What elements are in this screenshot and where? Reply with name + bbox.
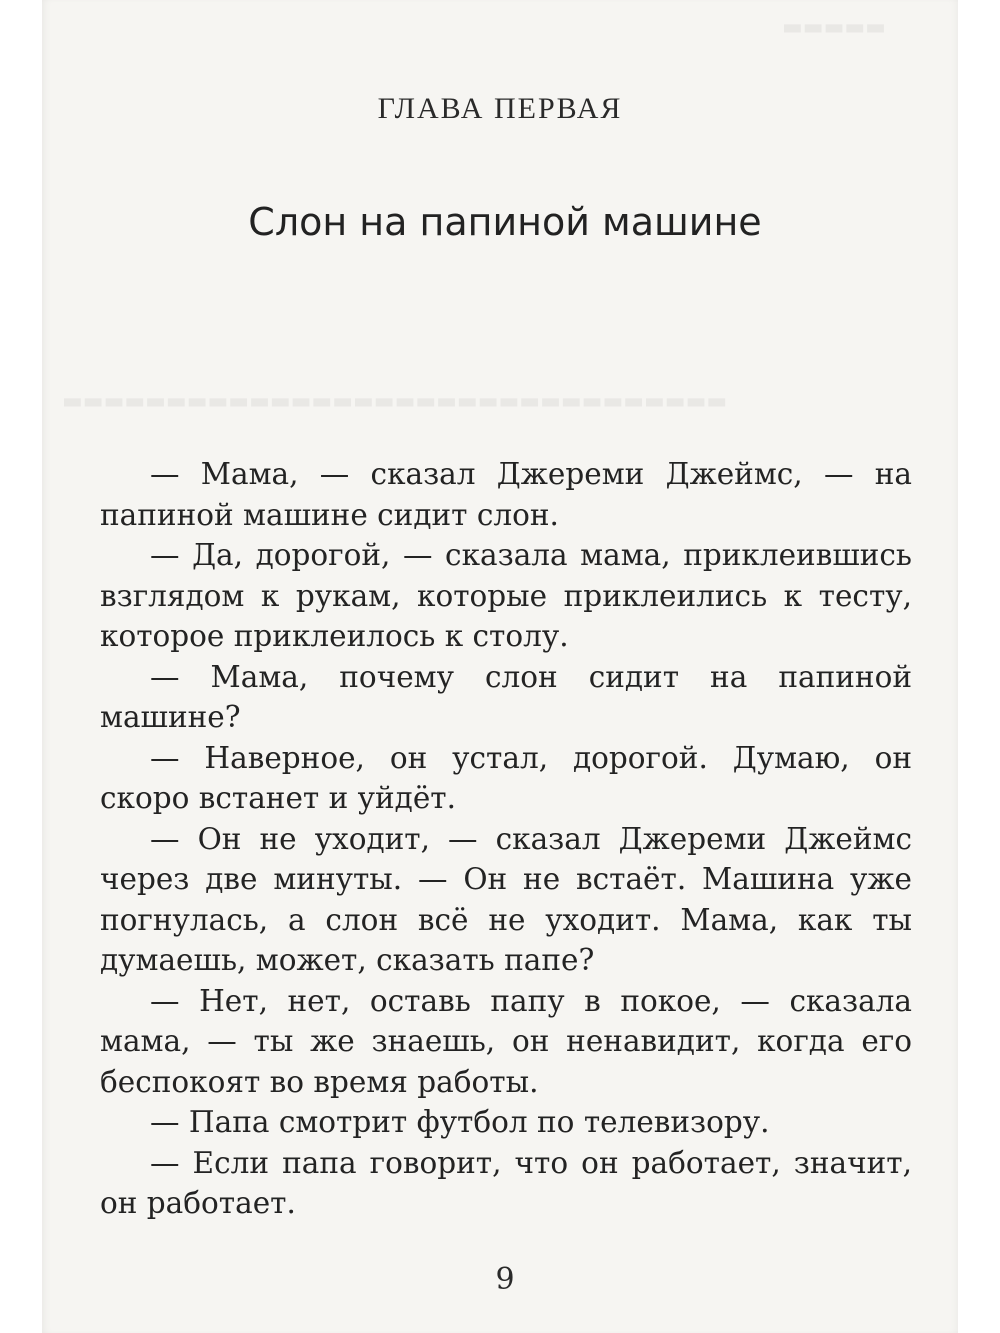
paragraph: — Он не уходит, — сказал Джереми Джеймс через две минуты. — Он не встаёт. Машина уже погнулась, а слон всё не уходит. Мама, как ты думаешь, может, сказать папе? xyxy=(100,821,912,977)
paragraph: — Да, дорогой, — сказала мама, приклеившись взглядом к рукам, которые приклеились к тесту, которое приклеилось к столу. xyxy=(100,538,912,653)
page-number: 9 xyxy=(495,1262,515,1297)
paragraph: — Мама, почему слон сидит на папиной машине? xyxy=(100,659,912,734)
paragraph: — Наверное, он устал, дорогой. Думаю, он скоро встанет и уйдёт. xyxy=(100,740,912,815)
paragraph: — Если папа говорит, что он работает, значит, он работает. xyxy=(100,1145,912,1220)
paragraph: — Папа смотрит футбол по телевизору. xyxy=(150,1105,770,1139)
chapter-body xyxy=(100,454,912,1224)
paragraph: — Нет, нет, оставь папу в покое, — сказала мама, — ты же знаешь, он ненавидит, когда его беспокоят во время работы. xyxy=(100,983,912,1099)
show-through-texture: ▬▬▬▬▬ xyxy=(782,15,886,40)
show-through-texture: ▬▬▬▬▬▬▬▬▬▬▬▬▬▬▬▬▬▬▬▬▬▬▬▬▬▬▬▬▬▬▬▬ xyxy=(62,389,728,414)
chapter-label: ГЛАВА ПЕРВАЯ xyxy=(377,92,623,125)
chapter-title: Слон на папиной машине xyxy=(248,200,762,244)
paragraph: — Мама, — сказал Джереми Джеймс, — на папиной машине сидит слон. xyxy=(100,457,912,532)
